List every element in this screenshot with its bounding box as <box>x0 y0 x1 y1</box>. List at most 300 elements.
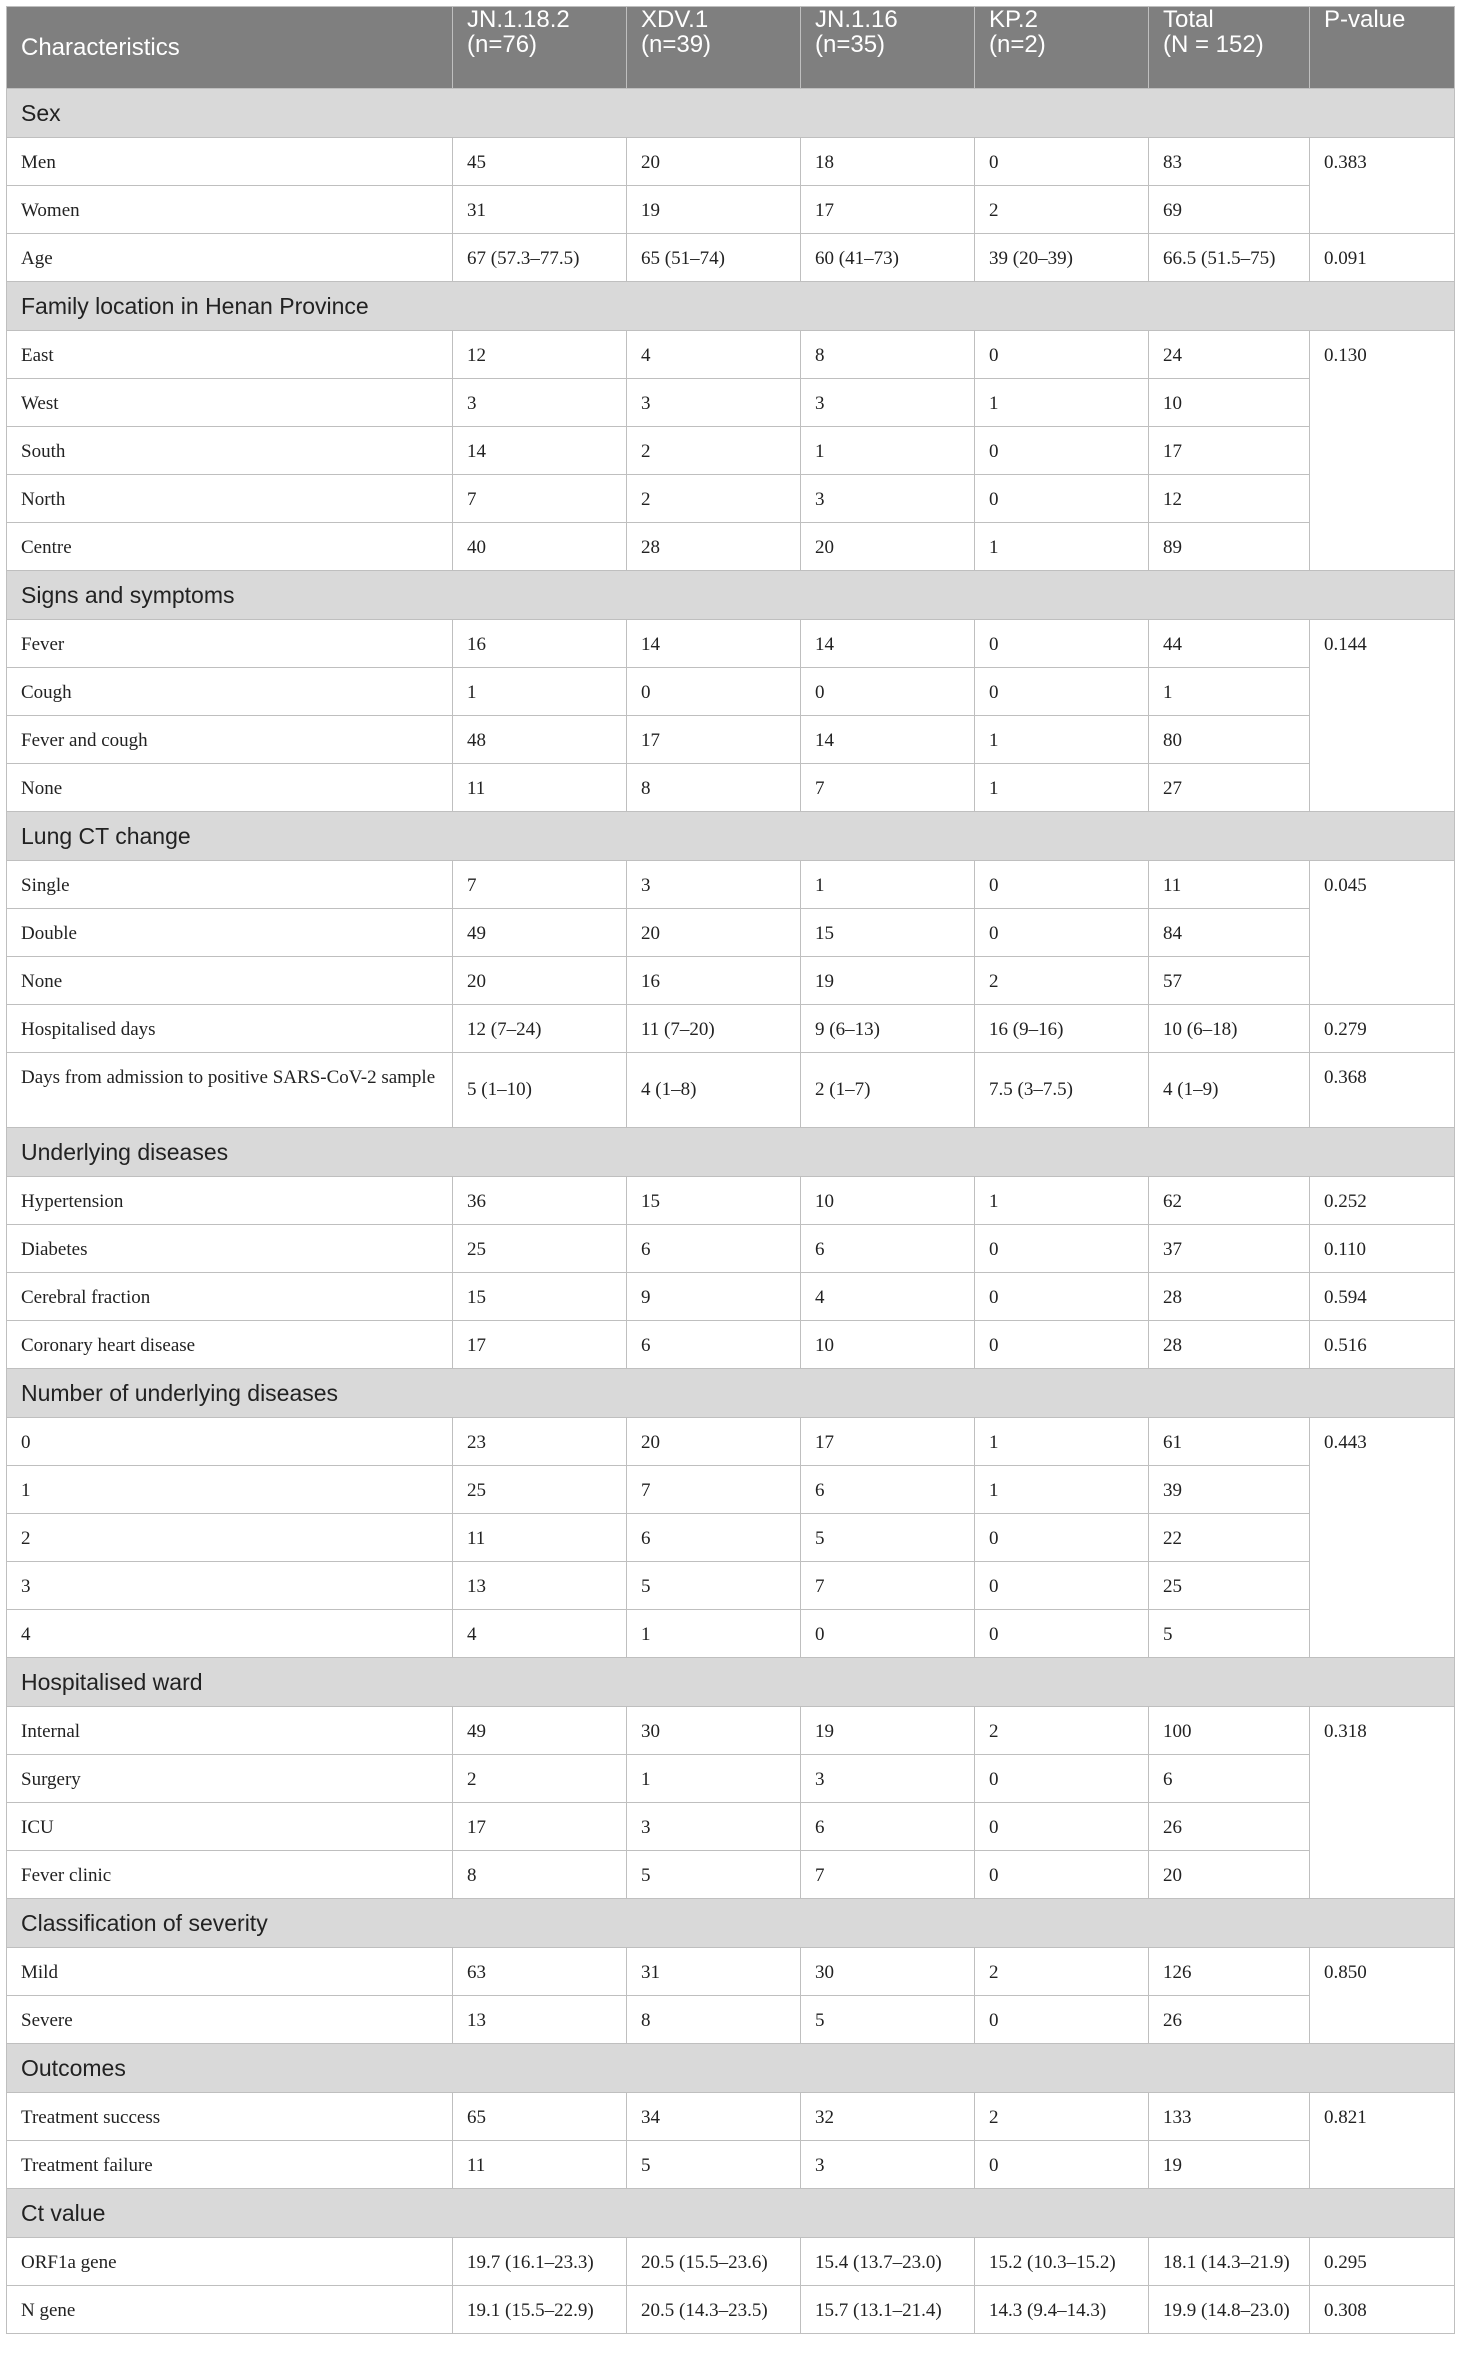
section-heading: Ct value <box>7 2189 1455 2238</box>
value-cell: 8 <box>627 1996 801 2044</box>
row-label: Mild <box>7 1948 453 1996</box>
value-cell: 14 <box>801 620 975 668</box>
value-cell: 16 (9–16) <box>975 1005 1149 1053</box>
value-cell: 12 <box>453 331 627 379</box>
value-cell: 44 <box>1149 620 1310 668</box>
table-row <box>7 1177 1455 1225</box>
table-row <box>7 2238 1455 2286</box>
table-row <box>7 861 1455 909</box>
value-cell: 39 (20–39) <box>975 234 1149 282</box>
row-label: Internal <box>7 1707 453 1755</box>
value-cell: 5 <box>801 1996 975 2044</box>
p-value-cell: 0.368 <box>1310 1053 1455 1128</box>
value-cell: 23 <box>453 1418 627 1466</box>
table-row <box>7 1225 1455 1273</box>
value-cell: 9 (6–13) <box>801 1005 975 1053</box>
p-value-cell: 0.295 <box>1310 2238 1455 2286</box>
value-cell: 22 <box>1149 1514 1310 1562</box>
value-cell: 1 <box>975 716 1149 764</box>
value-cell: 6 <box>627 1225 801 1273</box>
value-cell: 20 <box>1149 1851 1310 1899</box>
value-cell: 19.9 (14.8–23.0) <box>1149 2286 1310 2334</box>
row-label: 1 <box>7 1466 453 1514</box>
value-cell: 7.5 (3–7.5) <box>975 1053 1149 1128</box>
p-value-cell: 0.821 <box>1310 2093 1455 2189</box>
table-row <box>7 1755 1455 1803</box>
value-cell: 57 <box>1149 957 1310 1005</box>
section-heading: Number of underlying diseases <box>7 1369 1455 1418</box>
section-row-outcomes <box>7 2044 1455 2093</box>
p-value-cell: 0.130 <box>1310 331 1455 571</box>
value-cell: 49 <box>453 1707 627 1755</box>
value-cell: 19 <box>627 186 801 234</box>
value-cell: 20 <box>627 138 801 186</box>
value-cell: 1 <box>975 1177 1149 1225</box>
value-cell: 4 (1–9) <box>1149 1053 1310 1128</box>
value-cell: 1 <box>1149 668 1310 716</box>
value-cell: 9 <box>627 1273 801 1321</box>
section-row-sex <box>7 89 1455 138</box>
value-cell: 63 <box>453 1948 627 1996</box>
header-xdv-1 <box>627 7 801 89</box>
value-cell: 7 <box>801 764 975 812</box>
row-label: 4 <box>7 1610 453 1658</box>
value-cell: 1 <box>975 764 1149 812</box>
value-cell: 0 <box>975 1225 1149 1273</box>
row-label: South <box>7 427 453 475</box>
value-cell: 6 <box>801 1225 975 1273</box>
value-cell: 126 <box>1149 1948 1310 1996</box>
value-cell: 5 <box>627 1851 801 1899</box>
value-cell: 39 <box>1149 1466 1310 1514</box>
value-cell: 0 <box>975 138 1149 186</box>
header-label: JN.1.18.2 <box>467 6 570 33</box>
section-heading: Underlying diseases <box>7 1128 1455 1177</box>
table-row <box>7 427 1455 475</box>
value-cell: 69 <box>1149 186 1310 234</box>
value-cell: 0 <box>975 427 1149 475</box>
table-row <box>7 1273 1455 1321</box>
value-cell: 7 <box>801 1562 975 1610</box>
value-cell: 30 <box>801 1948 975 1996</box>
header-count: (N = 152) <box>1163 31 1264 58</box>
p-value-cell: 0.144 <box>1310 620 1455 812</box>
row-label: East <box>7 331 453 379</box>
value-cell: 5 (1–10) <box>453 1053 627 1128</box>
p-value-cell: 0.252 <box>1310 1177 1455 1225</box>
value-cell: 7 <box>453 861 627 909</box>
value-cell: 0 <box>801 668 975 716</box>
value-cell: 0 <box>975 1273 1149 1321</box>
table-row <box>7 1948 1455 1996</box>
value-cell: 2 <box>975 1948 1149 1996</box>
value-cell: 6 <box>627 1321 801 1369</box>
value-cell: 15 <box>801 909 975 957</box>
value-cell: 66.5 (51.5–75) <box>1149 234 1310 282</box>
row-label: Days from admission to positive SARS-CoV-2 sample <box>7 1053 453 1128</box>
table-row <box>7 1562 1455 1610</box>
table-row <box>7 2286 1455 2334</box>
header-label: Total <box>1163 6 1214 33</box>
row-label: Fever and cough <box>7 716 453 764</box>
value-cell: 65 <box>453 2093 627 2141</box>
value-cell: 2 <box>975 2093 1149 2141</box>
value-cell: 0 <box>801 1610 975 1658</box>
value-cell: 0 <box>627 668 801 716</box>
section-heading: Signs and symptoms <box>7 571 1455 620</box>
table-row <box>7 957 1455 1005</box>
value-cell: 14 <box>453 427 627 475</box>
value-cell: 3 <box>801 1755 975 1803</box>
characteristics-table <box>6 6 1455 2334</box>
table-row <box>7 138 1455 186</box>
value-cell: 2 (1–7) <box>801 1053 975 1128</box>
value-cell: 11 (7–20) <box>627 1005 801 1053</box>
value-cell: 19 <box>1149 2141 1310 2189</box>
p-value-cell: 0.110 <box>1310 1225 1455 1273</box>
table-row <box>7 2093 1455 2141</box>
value-cell: 60 (41–73) <box>801 234 975 282</box>
value-cell: 15 <box>627 1177 801 1225</box>
row-label: Hypertension <box>7 1177 453 1225</box>
table-row <box>7 1610 1455 1658</box>
table-row <box>7 379 1455 427</box>
table-row <box>7 620 1455 668</box>
value-cell: 1 <box>975 379 1149 427</box>
value-cell: 5 <box>1149 1610 1310 1658</box>
value-cell: 20 <box>453 957 627 1005</box>
header-label: KP.2 <box>989 6 1038 33</box>
value-cell: 17 <box>453 1321 627 1369</box>
section-heading: Hospitalised ward <box>7 1658 1455 1707</box>
value-cell: 1 <box>627 1755 801 1803</box>
value-cell: 13 <box>453 1996 627 2044</box>
section-heading: Lung CT change <box>7 812 1455 861</box>
table-row <box>7 331 1455 379</box>
value-cell: 20 <box>627 1418 801 1466</box>
table-row <box>7 1707 1455 1755</box>
value-cell: 83 <box>1149 138 1310 186</box>
value-cell: 0 <box>975 331 1149 379</box>
value-cell: 7 <box>801 1851 975 1899</box>
p-value-cell: 0.318 <box>1310 1707 1455 1899</box>
table-row <box>7 764 1455 812</box>
table-row <box>7 1803 1455 1851</box>
value-cell: 0 <box>975 1851 1149 1899</box>
value-cell: 2 <box>975 186 1149 234</box>
value-cell: 3 <box>627 379 801 427</box>
value-cell: 20 <box>627 909 801 957</box>
value-cell: 37 <box>1149 1225 1310 1273</box>
value-cell: 19 <box>801 1707 975 1755</box>
value-cell: 45 <box>453 138 627 186</box>
value-cell: 5 <box>627 2141 801 2189</box>
p-value-cell: 0.279 <box>1310 1005 1455 1053</box>
value-cell: 31 <box>627 1948 801 1996</box>
value-cell: 18 <box>801 138 975 186</box>
value-cell: 17 <box>801 1418 975 1466</box>
table-row <box>7 1514 1455 1562</box>
value-cell: 5 <box>627 1562 801 1610</box>
table-row <box>7 1996 1455 2044</box>
row-label: Fever clinic <box>7 1851 453 1899</box>
value-cell: 25 <box>1149 1562 1310 1610</box>
value-cell: 2 <box>627 475 801 523</box>
value-cell: 15.7 (13.1–21.4) <box>801 2286 975 2334</box>
value-cell: 25 <box>453 1225 627 1273</box>
value-cell: 3 <box>453 379 627 427</box>
value-cell: 20.5 (14.3–23.5) <box>627 2286 801 2334</box>
value-cell: 2 <box>627 427 801 475</box>
value-cell: 8 <box>801 331 975 379</box>
value-cell: 10 <box>801 1321 975 1369</box>
table-row <box>7 909 1455 957</box>
value-cell: 1 <box>453 668 627 716</box>
value-cell: 0 <box>975 1755 1149 1803</box>
value-cell: 17 <box>801 186 975 234</box>
value-cell: 14.3 (9.4–14.3) <box>975 2286 1149 2334</box>
value-cell: 20 <box>801 523 975 571</box>
section-row-signs-and-symptoms <box>7 571 1455 620</box>
value-cell: 31 <box>453 186 627 234</box>
value-cell: 10 (6–18) <box>1149 1005 1310 1053</box>
value-cell: 17 <box>1149 427 1310 475</box>
row-label: Treatment success <box>7 2093 453 2141</box>
header-count: (n=2) <box>989 31 1046 58</box>
table-row <box>7 1005 1455 1053</box>
value-cell: 17 <box>453 1803 627 1851</box>
value-cell: 6 <box>801 1803 975 1851</box>
value-cell: 0 <box>975 1996 1149 2044</box>
value-cell: 8 <box>453 1851 627 1899</box>
p-value-cell: 0.850 <box>1310 1948 1455 2044</box>
value-cell: 80 <box>1149 716 1310 764</box>
value-cell: 10 <box>801 1177 975 1225</box>
value-cell: 28 <box>627 523 801 571</box>
value-cell: 16 <box>453 620 627 668</box>
value-cell: 0 <box>975 475 1149 523</box>
p-value-cell: 0.308 <box>1310 2286 1455 2334</box>
value-cell: 11 <box>453 2141 627 2189</box>
table-row <box>7 1466 1455 1514</box>
value-cell: 26 <box>1149 1803 1310 1851</box>
value-cell: 7 <box>627 1466 801 1514</box>
row-label: North <box>7 475 453 523</box>
row-label: ICU <box>7 1803 453 1851</box>
value-cell: 32 <box>801 2093 975 2141</box>
value-cell: 20.5 (15.5–23.6) <box>627 2238 801 2286</box>
header-jn-1-18-2 <box>453 7 627 89</box>
header-total <box>1149 7 1310 89</box>
row-label: Cerebral fraction <box>7 1273 453 1321</box>
value-cell: 26 <box>1149 1996 1310 2044</box>
header-characteristics: Characteristics <box>7 7 453 89</box>
value-cell: 18.1 (14.3–21.9) <box>1149 2238 1310 2286</box>
value-cell: 28 <box>1149 1321 1310 1369</box>
value-cell: 65 (51–74) <box>627 234 801 282</box>
value-cell: 13 <box>453 1562 627 1610</box>
section-row-classification-of-severity <box>7 1899 1455 1948</box>
value-cell: 11 <box>453 764 627 812</box>
value-cell: 30 <box>627 1707 801 1755</box>
row-label: Age <box>7 234 453 282</box>
value-cell: 0 <box>975 1321 1149 1369</box>
row-label: None <box>7 957 453 1005</box>
value-cell: 0 <box>975 861 1149 909</box>
value-cell: 1 <box>975 1466 1149 1514</box>
row-label: 2 <box>7 1514 453 1562</box>
header-count: (n=76) <box>467 31 538 58</box>
value-cell: 3 <box>627 861 801 909</box>
section-row-family-location-in-henan-province <box>7 282 1455 331</box>
value-cell: 1 <box>801 427 975 475</box>
p-value-cell: 0.045 <box>1310 861 1455 1005</box>
value-cell: 40 <box>453 523 627 571</box>
table-body <box>7 89 1455 2334</box>
value-cell: 11 <box>1149 861 1310 909</box>
value-cell: 2 <box>975 1707 1149 1755</box>
value-cell: 0 <box>975 668 1149 716</box>
value-cell: 1 <box>975 523 1149 571</box>
section-heading: Sex <box>7 89 1455 138</box>
row-label: Centre <box>7 523 453 571</box>
row-label: Surgery <box>7 1755 453 1803</box>
p-value-cell: 0.383 <box>1310 138 1455 234</box>
table-row <box>7 668 1455 716</box>
row-label: 3 <box>7 1562 453 1610</box>
header-jn-1-16 <box>801 7 975 89</box>
section-heading: Family location in Henan Province <box>7 282 1455 331</box>
value-cell: 3 <box>627 1803 801 1851</box>
p-value-cell: 0.091 <box>1310 234 1455 282</box>
value-cell: 1 <box>975 1418 1149 1466</box>
value-cell: 0 <box>975 2141 1149 2189</box>
value-cell: 0 <box>975 1562 1149 1610</box>
value-cell: 0 <box>975 1803 1149 1851</box>
row-label: Fever <box>7 620 453 668</box>
value-cell: 28 <box>1149 1273 1310 1321</box>
row-label: Hospitalised days <box>7 1005 453 1053</box>
value-cell: 3 <box>801 2141 975 2189</box>
section-heading: Outcomes <box>7 2044 1455 2093</box>
table-row <box>7 2141 1455 2189</box>
value-cell: 0 <box>975 1610 1149 1658</box>
row-label: None <box>7 764 453 812</box>
value-cell: 4 <box>627 331 801 379</box>
value-cell: 36 <box>453 1177 627 1225</box>
header-count: (n=35) <box>815 31 886 58</box>
value-cell: 2 <box>453 1755 627 1803</box>
header-p-value: P-value <box>1310 7 1455 89</box>
value-cell: 3 <box>801 475 975 523</box>
section-row-hospitalised-ward <box>7 1658 1455 1707</box>
value-cell: 2 <box>975 957 1149 1005</box>
value-cell: 0 <box>975 620 1149 668</box>
value-cell: 100 <box>1149 1707 1310 1755</box>
value-cell: 27 <box>1149 764 1310 812</box>
value-cell: 4 (1–8) <box>627 1053 801 1128</box>
section-row-number-of-underlying-diseases <box>7 1369 1455 1418</box>
table-row <box>7 716 1455 764</box>
value-cell: 8 <box>627 764 801 812</box>
value-cell: 25 <box>453 1466 627 1514</box>
p-value-cell: 0.443 <box>1310 1418 1455 1658</box>
row-label: Severe <box>7 1996 453 2044</box>
value-cell: 12 <box>1149 475 1310 523</box>
value-cell: 67 (57.3–77.5) <box>453 234 627 282</box>
section-row-underlying-diseases <box>7 1128 1455 1177</box>
value-cell: 49 <box>453 909 627 957</box>
table-row <box>7 523 1455 571</box>
table-row <box>7 1418 1455 1466</box>
header-kp-2 <box>975 7 1149 89</box>
value-cell: 84 <box>1149 909 1310 957</box>
section-row-lung-ct-change <box>7 812 1455 861</box>
value-cell: 6 <box>1149 1755 1310 1803</box>
value-cell: 0 <box>975 1514 1149 1562</box>
value-cell: 0 <box>975 909 1149 957</box>
value-cell: 4 <box>801 1273 975 1321</box>
section-heading: Classification of severity <box>7 1899 1455 1948</box>
table-row <box>7 1851 1455 1899</box>
value-cell: 48 <box>453 716 627 764</box>
table-row <box>7 1053 1455 1128</box>
header-label: JN.1.16 <box>815 6 898 33</box>
value-cell: 5 <box>801 1514 975 1562</box>
value-cell: 19.1 (15.5–22.9) <box>453 2286 627 2334</box>
table-row <box>7 475 1455 523</box>
value-cell: 62 <box>1149 1177 1310 1225</box>
row-label: West <box>7 379 453 427</box>
value-cell: 34 <box>627 2093 801 2141</box>
p-value-cell: 0.594 <box>1310 1273 1455 1321</box>
value-cell: 6 <box>627 1514 801 1562</box>
value-cell: 19 <box>801 957 975 1005</box>
row-label: Cough <box>7 668 453 716</box>
value-cell: 6 <box>801 1466 975 1514</box>
row-label: Treatment failure <box>7 2141 453 2189</box>
value-cell: 4 <box>453 1610 627 1658</box>
value-cell: 14 <box>627 620 801 668</box>
value-cell: 15.4 (13.7–23.0) <box>801 2238 975 2286</box>
row-label: Coronary heart disease <box>7 1321 453 1369</box>
value-cell: 7 <box>453 475 627 523</box>
value-cell: 89 <box>1149 523 1310 571</box>
value-cell: 61 <box>1149 1418 1310 1466</box>
table-row <box>7 1321 1455 1369</box>
header-label: XDV.1 <box>641 6 709 33</box>
value-cell: 17 <box>627 716 801 764</box>
row-label: ORF1a gene <box>7 2238 453 2286</box>
row-label: Men <box>7 138 453 186</box>
value-cell: 11 <box>453 1514 627 1562</box>
header-count: (n=39) <box>641 31 712 58</box>
value-cell: 133 <box>1149 2093 1310 2141</box>
value-cell: 24 <box>1149 331 1310 379</box>
section-row-ct-value <box>7 2189 1455 2238</box>
row-label: N gene <box>7 2286 453 2334</box>
value-cell: 12 (7–24) <box>453 1005 627 1053</box>
row-label: Double <box>7 909 453 957</box>
value-cell: 10 <box>1149 379 1310 427</box>
value-cell: 1 <box>801 861 975 909</box>
value-cell: 16 <box>627 957 801 1005</box>
value-cell: 15 <box>453 1273 627 1321</box>
value-cell: 19.7 (16.1–23.3) <box>453 2238 627 2286</box>
row-label: 0 <box>7 1418 453 1466</box>
table-header <box>7 7 1455 89</box>
row-label: Single <box>7 861 453 909</box>
